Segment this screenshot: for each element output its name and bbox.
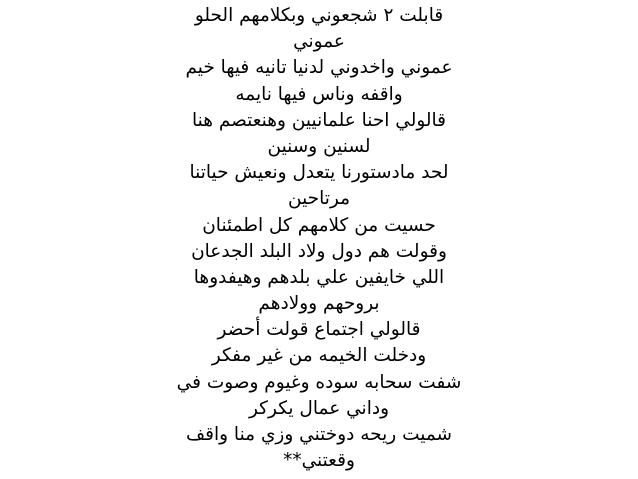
poem-line-17: شميت ريحه دوختني وزي منا واقف (185, 424, 453, 445)
poem-line-15: شفت سحابه سوده وغيوم وصوت في (176, 371, 462, 393)
poem-line-13: قالولي اجتماع قولت أحضر (217, 319, 421, 341)
poem-line-2: عموني (293, 31, 345, 53)
poem-line-12: بروحهم وولادهم (258, 293, 380, 315)
poem-line-6: لسنين وسنين (267, 135, 371, 157)
poem-text (0, 3, 638, 474)
poem-line-16: وداني عمال يكركر (248, 397, 390, 419)
poem-line-5: قالولي احنا علمانيين وهنعتصم هنا (191, 109, 447, 131)
poem-line-11: اللي خايفين علي بلدهم وهيفدوها (193, 266, 445, 288)
poem-line-4: واقفه وناس فيها نايمه (235, 83, 403, 105)
poem-line-18: وقعتني** (283, 450, 355, 472)
poem-line-9: حسيت من كلامهم كل اطمئنان (202, 214, 436, 236)
poem-line-3: عموني واخدوني لدنيا تانيه فيها خيم (185, 57, 453, 79)
poem-line-14: ودخلت الخيمه من غير مفكر (211, 345, 427, 367)
poem-line-10: وقولت هم دول ولاد البلد الجدعان (191, 240, 447, 262)
poem-line-1: قابلت ٢ شجعوني وبكلامهم الحلو (194, 5, 444, 26)
poem-line-8: مرتاحين (287, 188, 350, 210)
poem-line-7: لحد مادستورنا يتعدل ونعيش حياتنا (189, 162, 449, 184)
